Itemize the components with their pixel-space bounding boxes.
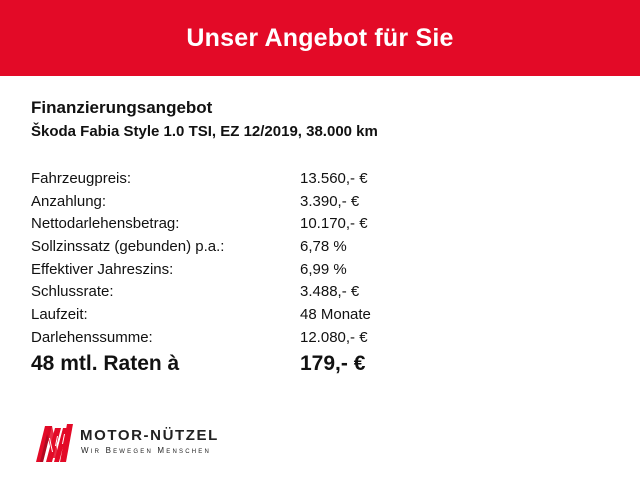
detail-label: Nettodarlehensbetrag: xyxy=(31,215,180,233)
detail-label: Sollzinssatz (gebunden) p.a.: xyxy=(31,238,225,256)
detail-row-borrowing-rate xyxy=(31,236,591,259)
detail-row-vehicle-price xyxy=(31,168,591,191)
monthly-rate xyxy=(31,350,591,378)
detail-value: 6,99 % xyxy=(300,260,347,278)
offer-heading: Finanzierungsangebot xyxy=(31,98,213,117)
monthly-rate-value: 179,- € xyxy=(300,352,366,375)
detail-row-final-payment xyxy=(31,281,591,304)
company-name: MOTOR-NÜTZEL xyxy=(80,427,219,444)
header-banner xyxy=(0,0,640,76)
vehicle-description: Škoda Fabia Style 1.0 TSI, EZ 12/2019, 38.000 km xyxy=(31,123,378,140)
detail-value: 3.488,- € xyxy=(300,283,360,301)
detail-row-net-loan xyxy=(31,213,591,236)
detail-value: 12.080,- € xyxy=(300,328,368,346)
detail-value: 48 Monate xyxy=(300,306,371,324)
monthly-rate-label: 48 mtl. Raten à xyxy=(31,352,180,375)
detail-row-loan-total xyxy=(31,327,591,350)
detail-row-effective-rate xyxy=(31,259,591,282)
motor-nuetzel-logo-icon xyxy=(30,422,74,464)
financing-details xyxy=(31,168,591,350)
detail-value: 10.170,- € xyxy=(300,215,368,233)
detail-label: Darlehenssumme: xyxy=(31,328,153,346)
detail-row-term xyxy=(31,304,591,327)
company-logo xyxy=(30,420,250,466)
detail-value: 13.560,- € xyxy=(300,170,368,187)
detail-label: Laufzeit: xyxy=(31,306,88,324)
banner-title: Unser Angebot für Sie xyxy=(186,23,454,52)
detail-label: Fahrzeugpreis: xyxy=(31,170,132,187)
detail-label: Anzahlung: xyxy=(31,192,107,210)
detail-value: 6,78 % xyxy=(300,238,347,256)
company-claim: Wir Bewegen Menschen xyxy=(81,446,212,455)
detail-row-down-payment xyxy=(31,191,591,214)
detail-label: Effektiver Jahreszins: xyxy=(31,260,174,278)
detail-label: Schlussrate: xyxy=(31,283,114,301)
detail-value: 3.390,- € xyxy=(300,192,360,210)
